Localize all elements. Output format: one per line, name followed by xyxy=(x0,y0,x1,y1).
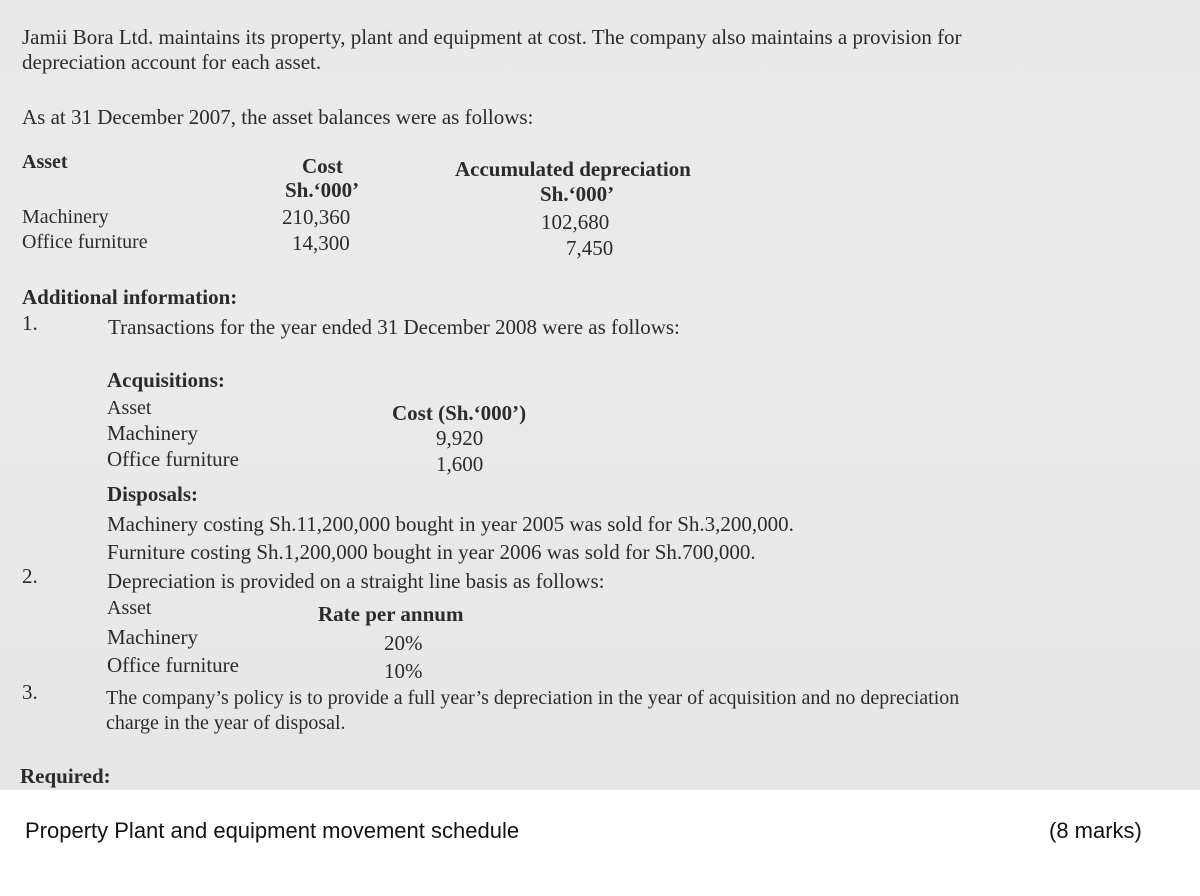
item-1-number: 1. xyxy=(22,311,38,335)
balances-row-cost: 14,300 xyxy=(292,231,350,255)
required-label: Required: xyxy=(20,764,111,788)
balances-row-dep: 102,680 xyxy=(541,210,610,234)
disposal-line: Furniture costing Sh.1,200,000 bought in year 2006 was sold for Sh.700,000. xyxy=(107,540,756,564)
intro-line-1: Jamii Bora Ltd. maintains its property, plant and equipment at cost. The company also maintains a provision for xyxy=(22,25,962,49)
balances-col-dep-unit: Sh.‘000’ xyxy=(540,182,615,206)
balances-row-asset: Machinery xyxy=(22,206,109,228)
balances-row-asset: Office furniture xyxy=(22,231,148,253)
intro-line-2: depreciation account for each asset. xyxy=(22,50,322,74)
balances-col-dep: Accumulated depreciation xyxy=(455,157,691,181)
rate-col-asset: Asset xyxy=(107,597,152,619)
acquisitions-col-cost: Cost (Sh.‘000’) xyxy=(392,401,527,425)
rate-col-rate: Rate per annum xyxy=(318,602,464,626)
acquisitions-row-asset: Office furniture xyxy=(107,447,239,471)
rate-row-value: 10% xyxy=(384,659,423,683)
item-2-number: 2. xyxy=(22,564,38,588)
item-3-line-2: charge in the year of disposal. xyxy=(106,712,346,734)
balances-col-cost-unit: Sh.‘000’ xyxy=(285,178,360,202)
marks-label: (8 marks) xyxy=(1049,818,1142,843)
item-3-number: 3. xyxy=(22,680,38,704)
task-description: Property Plant and equipment movement schedule xyxy=(25,818,520,843)
item-1-text: Transactions for the year ended 31 December 2008 were as follows: xyxy=(108,315,680,339)
additional-heading: Additional information: xyxy=(22,285,238,309)
balances-row-dep: 7,450 xyxy=(566,236,614,260)
rate-row-asset: Machinery xyxy=(107,625,198,649)
acquisitions-col-asset: Asset xyxy=(107,397,152,419)
balances-row-cost: 210,360 xyxy=(282,205,351,229)
balances-col-asset: Asset xyxy=(22,151,68,173)
item-3-line-1: The company’s policy is to provide a full year’s depreciation in the year of acquisition and no depreciation xyxy=(106,687,960,709)
balances-col-cost: Cost xyxy=(302,154,343,178)
item-2-text: Depreciation is provided on a straight line basis as follows: xyxy=(107,569,605,593)
rate-row-value: 20% xyxy=(384,631,423,655)
acquisitions-heading: Acquisitions: xyxy=(107,368,225,392)
disposal-line: Machinery costing Sh.11,200,000 bought in year 2005 was sold for Sh.3,200,000. xyxy=(107,512,794,536)
acquisitions-row-asset: Machinery xyxy=(107,421,198,445)
rate-row-asset: Office furniture xyxy=(107,653,239,677)
acquisitions-row-cost: 9,920 xyxy=(436,426,484,450)
acquisitions-row-cost: 1,600 xyxy=(436,452,484,476)
balances-heading: As at 31 December 2007, the asset balances were as follows: xyxy=(22,105,534,129)
disposals-heading: Disposals: xyxy=(107,482,199,506)
